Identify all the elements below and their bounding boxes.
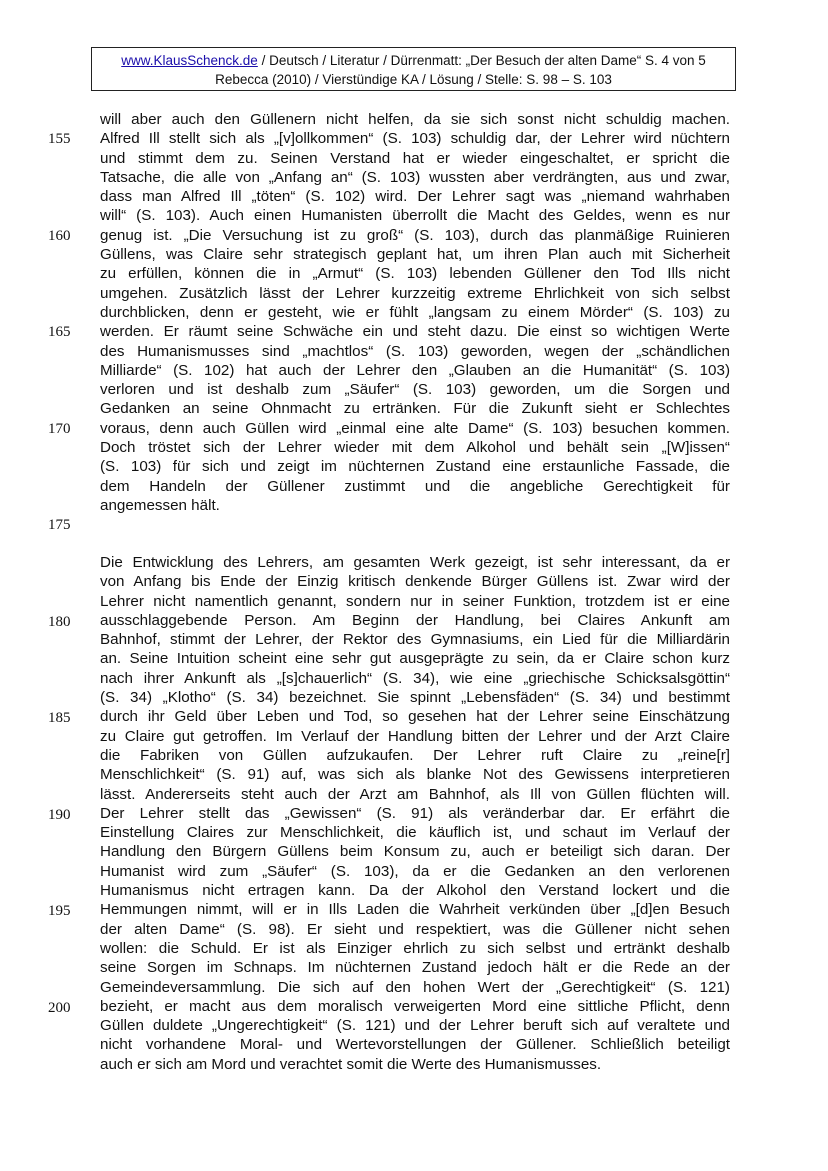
- text-line: auch er sich am Mord und verachtet somit die Werte des Humanismusses.: [100, 1055, 602, 1073]
- line-number: 200: [48, 1000, 71, 1016]
- text-line: Die Entwicklung des Lehrers, am gesamten Werk gezeigt, ist sehr interessant, da er: [100, 554, 730, 571]
- text-line: und stimmt dem zu. Seinen Verstand hat er wieder eingeschaltet, er spricht die: [100, 149, 730, 167]
- text-line: bezieht, er macht aus dem moralisch verweigerten Mord eine sittliche Pflicht, denn: [100, 997, 730, 1015]
- text-line: Güllens, was Claire sehr strategisch geplant hat, um ihren Plan auch mit Sicherheit: [100, 246, 730, 264]
- text-line: Humanist wird zum „Säufer“ (S. 103), da er die Gedanken an den verlorenen: [100, 862, 730, 880]
- line-number: 185: [48, 710, 71, 726]
- text-line: Einstellung Claires zur Menschlichkeit, die käuflich ist, und schaut im Verlauf der: [100, 824, 730, 842]
- text-line: lässt. Andererseits steht auch der Arzt am Bahnhof, als Ill von Güllen flüchten will.: [100, 785, 730, 803]
- text-line: Menschlichkeit“ (S. 91) auf, was sich als blanke Not des Gewissens interpretieren: [100, 766, 730, 784]
- text-line: will aber auch den Güllenern nicht helfen, da sie sich sonst nicht schuldig machen.: [100, 111, 730, 128]
- line-number: 155: [48, 131, 71, 147]
- text-line: Bahnhof, stimmt der Lehrer, der Rektor des Gymnasiums, ein Lied für die Milliardärin: [100, 631, 730, 649]
- text-line: Tatsache, die alle von „Anfang an“ (S. 103) wussten aber verdrängten, aus und zwar,: [100, 168, 730, 186]
- text-line: Güllen duldete „Ungerechtigkeit“ (S. 121) und der Lehrer beruft sich auf veraltete und: [100, 1017, 730, 1035]
- text-line: ausschlaggebende Person. Am Beginn der Handlung, bei Claires Ankunft am: [100, 611, 730, 629]
- text-line: umgehen. Zusätzlich lässt der Lehrer kurzzeitig extreme Ehrlichkeit von sich selbst: [100, 284, 730, 302]
- text-line: will“ (S. 103). Auch einen Humanisten überrollt die Macht des Geldes, wenn es nur: [100, 207, 730, 225]
- header-line-1: [92, 51, 735, 70]
- text-line: Hemmungen nimmt, will er in Ills Laden die Wahrheit verkünden über „[d]en Besuch: [100, 901, 730, 919]
- text-line: nicht vorhandene Moral- und Wertevorstellungen der Güllener. Schließlich beteiligt: [100, 1036, 730, 1054]
- line-number: 170: [48, 421, 71, 437]
- text-line: Gemeindeversammlung. Die sich auf den hohen Wert der „Gerechtigkeit“ (S. 121): [100, 978, 730, 996]
- website-link[interactable]: www.KlausSchenck.de: [121, 53, 258, 68]
- line-number: 180: [48, 614, 71, 630]
- line-number: 165: [48, 324, 71, 340]
- text-line: wollen: die Schuld. Er ist als Einziger ehrlich zu sich selbst und ertränkt deshalb: [100, 939, 730, 957]
- text-line: Handlung den Bürgern Güllens beim Konsum zu, auch er beteiligt sich daran. Der: [100, 843, 730, 861]
- text-line: der alten Dame“ (S. 98). Er sieht und respektiert, was die Güllener nicht sehen: [100, 920, 730, 938]
- header-line-2: Rebecca (2010) / Vierstündige KA / Lösung / Stelle: S. 98 – S. 103: [215, 72, 612, 87]
- text-line: nach ihrer Ankunft als „[s]chauerlich“ (S. 34), wie eine „griechische Schicksalsgöttin“: [100, 669, 730, 687]
- text-line: Milliarde“ (S. 102) hat auch der Lehrer den „Glauben an die Humanität“ (S. 103): [100, 361, 730, 379]
- text-line: (S. 34) „Klotho“ (S. 34) bezeichnet. Sie spinnt „Lebensfäden“ (S. 34) und bestimmt: [100, 689, 730, 707]
- paragraph-1: [100, 110, 730, 515]
- line-number: 190: [48, 807, 71, 823]
- text-line: werden. Er räumt seine Schwäche ein und steht dazu. Die einst so wichtigen Werte: [100, 323, 730, 341]
- text-line: Lehrer nicht namentlich genannt, sondern nur in seiner Funktion, trotzdem ist er eine: [100, 592, 730, 610]
- text-line: genug ist. „Die Versuchung ist zu groß“ (S. 103), durch das planmäßige Ruinieren: [100, 226, 730, 244]
- text-line: angemessen hält.: [100, 496, 220, 514]
- line-number: 195: [48, 903, 71, 919]
- text-line: (S. 103) für sich und zeigt im nüchternen Zustand eine erstaunliche Fassade, die: [100, 458, 730, 476]
- text-line: Humanismus nicht ertragen kann. Da der Alkohol den Verstand lockert und die: [100, 882, 730, 900]
- text-line: durchblicken, denn er gesteht, wie er fühlt „langsam zu einem Mörder“ (S. 103) zu: [100, 303, 730, 321]
- line-number: 175: [48, 517, 71, 533]
- text-line: zu Claire gut getroffen. Im Verlauf der Handlung bitten der Lehrer und der Arzt Claire: [100, 727, 730, 745]
- paragraph-2: [100, 553, 730, 1074]
- text-line: die Fabriken von Güllen aufzukaufen. Der Lehrer ruft Claire zu „reine[r]: [100, 746, 730, 764]
- text-line: Der Lehrer stellt das „Gewissen“ (S. 91) als veränderbar dar. Er erfährt die: [100, 804, 730, 822]
- header-line-1-rest: / Deutsch / Literatur / Dürrenmatt: „Der Besuch der alten Dame“ S. 4 von 5: [257, 53, 706, 68]
- text-line: von Anfang bis Ende der Einzig kritisch denkende Bürger Güllens ist. Zwar wird der: [100, 573, 730, 591]
- text-line: zu erfüllen, können die in „Armut“ (S. 103) lebenden Güllener den Tod Ills nicht: [100, 265, 730, 283]
- text-line: dem Handeln der Güllener zustimmt und die angebliche Gerechtigkeit für: [100, 477, 730, 495]
- text-line: dass man Alfred Ill „töten“ (S. 102) wird. Der Lehrer sagt was „niemand wahrhaben: [100, 188, 730, 206]
- text-line: verloren und ist deshalb zum „Säufer“ (S. 103) geworden, um die Sorgen und: [100, 381, 730, 399]
- text-line: des Humanismusses sind „machtlos“ (S. 103) geworden, wegen der „schändlichen: [100, 342, 730, 360]
- text-line: Alfred Ill stellt sich als „[v]ollkommen“ (S. 103) schuldig dar, der Lehrer wird nüchtern: [100, 130, 730, 148]
- text-line: voraus, denn auch Güllen wird „einmal eine alte Dame“ (S. 103) besuchen kommen.: [100, 419, 730, 437]
- text-line: Doch tröstet sich der Lehrer wieder mit dem Alkohol und behält sein „[W]issen“: [100, 439, 730, 457]
- line-number: 160: [48, 228, 71, 244]
- text-line: seine Sorgen im Schnaps. Im nüchternen Zustand jedoch hält er die Rede an der: [100, 959, 730, 977]
- text-line: an. Seine Intuition scheint eine sehr gut ausgeprägte zu sein, da er Claire schon kurz: [100, 650, 730, 668]
- page-header: [91, 47, 736, 91]
- text-line: Gedanken an seine Ohnmacht zu ertränken. Für die Zukunft sieht er Schlechtes: [100, 400, 730, 418]
- text-line: durch ihr Geld über Leben und Tod, so gesehen hat der Lehrer seine Einschätzung: [100, 708, 730, 726]
